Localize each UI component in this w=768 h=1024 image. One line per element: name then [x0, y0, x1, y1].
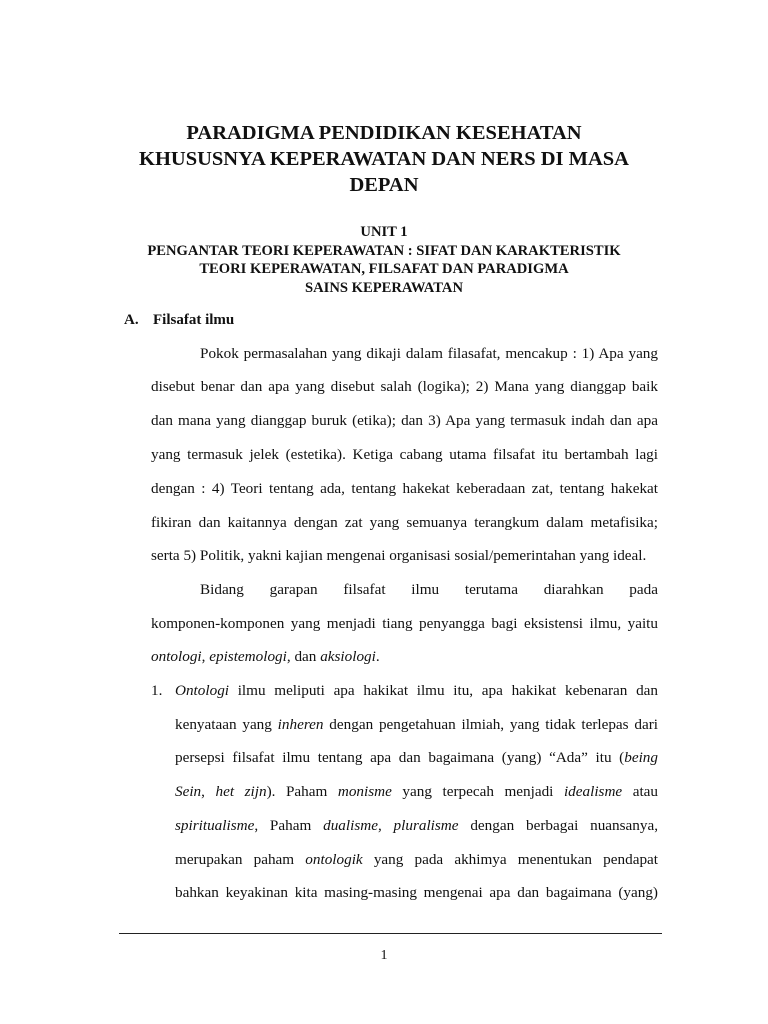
text-run: kenyataan yang: [175, 716, 278, 733]
italic-term: ontologi: [151, 648, 202, 665]
word: terutama: [464, 581, 518, 598]
list-line: [175, 681, 658, 701]
italic-term: monisme: [337, 783, 392, 800]
list-line: [175, 782, 658, 802]
paragraph-line: fikiran dan kaitannya dengan zat yang semuanya terangkum dalam metafisika;: [151, 514, 658, 531]
title-line: KHUSUSNYA KEPERAWATAN DAN NERS DI MASA: [139, 148, 629, 170]
word: filsafat: [343, 581, 386, 598]
list-line: [175, 748, 658, 768]
paragraph-line: komponen-komponen yang menjadi tiang penyangga bagi eksistensi ilmu, yaitu: [151, 615, 658, 632]
list-number: 1.: [151, 682, 163, 699]
section-title: Filsafat ilmu: [153, 312, 235, 328]
list-line: [175, 816, 658, 836]
text-run: , Paham: [254, 817, 324, 834]
section-letter: A.: [124, 312, 139, 328]
unit-line: UNIT 1: [360, 224, 408, 240]
paragraph-line: Pokok permasalahan yang dikaji dalam filasafat, mencakup : 1) Apa yang: [200, 345, 658, 362]
word: diarahkan: [543, 581, 604, 598]
italic-term: het zijn: [215, 783, 267, 800]
italic-term: epistemologi: [209, 648, 287, 665]
word: Bidang: [200, 581, 244, 598]
footer-divider: [119, 933, 662, 934]
unit-line: PENGANTAR TEORI KEPERAWATAN : SIFAT DAN KARAKTERISTIK: [147, 242, 621, 259]
text-run: merupakan paham: [175, 851, 306, 868]
text-run: , dan: [286, 648, 321, 665]
word: ilmu: [411, 581, 440, 598]
paragraph-line: dengan : 4) Teori tentang ada, tentang hakekat keberadaan zat, tentang hakekat: [151, 480, 658, 497]
text-run: dengan pengetahuan ilmiah, yang tidak terlepas dari: [323, 716, 658, 733]
italic-term: Sein: [175, 783, 202, 800]
italic-term: spiritualisme: [175, 817, 255, 834]
word: garapan: [269, 581, 318, 598]
unit-line: TEORI KEPERAWATAN, FILSAFAT DAN PARADIGMA: [199, 261, 569, 277]
text-run: dengan berbagai nuansanya,: [458, 817, 658, 834]
title-line: DEPAN: [349, 174, 419, 196]
text-run: yang terpecah menjadi: [391, 783, 564, 800]
paragraph-line: yang termasuk jelek (estetika). Ketiga cabang utama filsafat itu bertambah lagi: [151, 446, 658, 463]
italic-term: dualisme: [323, 817, 378, 834]
text-run: ilmu meliputi apa hakikat ilmu itu, apa hakikat kebenaran dan: [229, 682, 658, 699]
paragraph-line: [151, 647, 380, 667]
italic-term: ontologik: [305, 851, 363, 868]
text-run: ,: [377, 817, 394, 834]
title-line: PARADIGMA PENDIDIKAN KESEHATAN: [186, 122, 582, 144]
italic-term: being: [624, 749, 658, 766]
unit-line: SAINS KEPERAWATAN: [305, 279, 463, 296]
section-heading-a: [124, 310, 234, 330]
paragraph-line: [200, 580, 658, 600]
document-title: [110, 120, 658, 198]
italic-term: aksiologi: [320, 648, 376, 665]
list-line: [175, 715, 658, 735]
text-run: .: [375, 648, 380, 665]
paragraph-line: serta 5) Politik, yakni kajian mengenai organisasi sosial/pemerintahan yang ideal.: [151, 547, 647, 564]
text-run: ,: [201, 648, 210, 665]
text-run: persepsi filsafat ilmu tentang apa dan bagaimana (yang) “Ada” itu (: [175, 749, 625, 766]
word: pada: [629, 581, 658, 598]
text-run: ). Paham: [266, 783, 338, 800]
paragraph-line: dan mana yang dianggap buruk (etika); dan 3) Apa yang termasuk indah dan apa: [151, 412, 658, 429]
list-line: bahkan keyakinan kita masing-masing mengenai apa dan bagaimana (yang): [175, 884, 658, 901]
italic-term: Ontologi: [175, 682, 230, 699]
unit-heading: [100, 223, 668, 297]
page-number: 1: [380, 948, 388, 963]
italic-term: pluralisme: [393, 817, 459, 834]
text-run: ,: [201, 783, 216, 800]
italic-term: inheren: [277, 716, 324, 733]
paragraph-line: disebut benar dan apa yang disebut salah (logika); 2) Mana yang dianggap baik: [151, 378, 658, 395]
list-line: [175, 850, 658, 870]
text-run: atau: [622, 783, 659, 800]
italic-term: idealisme: [563, 783, 623, 800]
text-run: yang pada akhimya menentukan pendapat: [362, 851, 659, 868]
